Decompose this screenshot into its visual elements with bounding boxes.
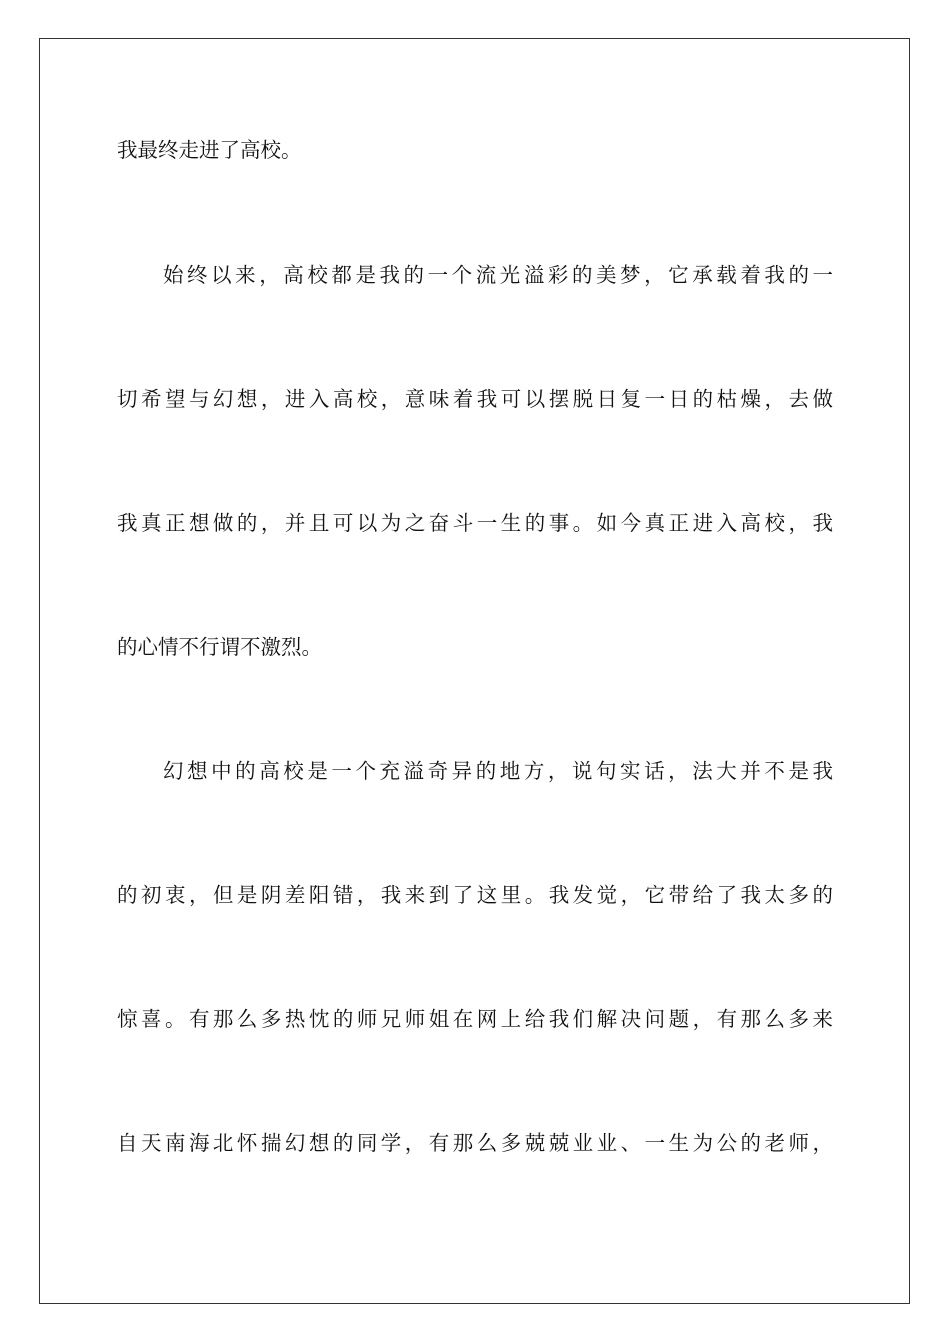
text-line-8: 惊喜。有那么多热忱的师兄师姐在网上给我们解决问题，有那么多来: [117, 1007, 833, 1031]
text-line-9: 自天南海北怀揣幻想的同学，有那么多兢兢业业、一生为公的老师，: [117, 1131, 833, 1155]
text-line-1: 我最终走进了高校。: [117, 138, 302, 162]
page-border: [39, 38, 910, 1304]
text-line-5: 的心情不行谓不激烈。: [117, 635, 322, 659]
text-line-4: 我真正想做的，并且可以为之奋斗一生的事。如今真正进入高校，我: [117, 511, 833, 535]
text-line-2: 始终以来，高校都是我的一个流光溢彩的美梦，它承载着我的一: [163, 263, 833, 287]
text-line-7: 的初衷，但是阴差阳错，我来到了这里。我发觉，它带给了我太多的: [117, 883, 833, 907]
text-line-6: 幻想中的高校是一个充溢奇异的地方，说句实话，法大并不是我: [163, 759, 833, 783]
text-line-3: 切希望与幻想，进入高校，意味着我可以摆脱日复一日的枯燥，去做: [117, 387, 833, 411]
